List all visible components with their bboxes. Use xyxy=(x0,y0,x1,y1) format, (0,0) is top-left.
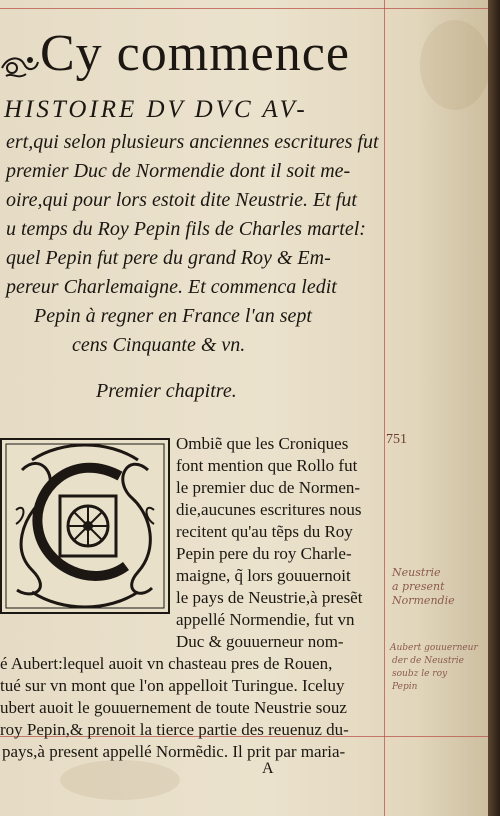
body-line: maigne, q̃ lors gouuernoit xyxy=(176,566,351,585)
body-line: appellé Normendie, fut vn xyxy=(176,610,355,629)
body-line: ubert auoit le gouuernement de toute Neustrie souz xyxy=(0,698,347,717)
body-line: le premier duc de Normen- xyxy=(176,478,361,497)
body-line: é Aubert:lequel auoit vn chasteau pres de Rouen, xyxy=(0,654,333,673)
margin-note-line: Neustrie xyxy=(392,566,441,579)
flourish-ornament-icon xyxy=(0,46,40,84)
intro-line: premier Duc de Normendie dont il soit me- xyxy=(6,160,351,182)
body-line: die,aucunes escritures nous xyxy=(176,500,362,519)
body-line: roy Pepin,& prenoit la tierce partie des reuenuz du- xyxy=(0,720,349,739)
body-line: pays,à present appellé Normẽdic. Il prit par maria- xyxy=(2,742,346,761)
margin-rule-top xyxy=(0,8,488,9)
body-line: font mention que Rollo fut xyxy=(176,456,358,475)
margin-note-line: der de Neustrie xyxy=(392,656,464,666)
subtitle: HISTOIRE DV DVC AV- xyxy=(4,96,308,123)
intro-line: Pepin à regner en France l'an sept xyxy=(34,305,312,327)
body-line: Duc & gouuerneur nom- xyxy=(176,632,344,651)
body-line: Ombiẽ que les Croniques xyxy=(176,434,349,453)
intro-line: ert,qui selon plusieurs anciennes escritures fut xyxy=(6,131,379,153)
paper-stain xyxy=(420,20,488,110)
page-title: Cy commence xyxy=(40,25,350,82)
book-gutter xyxy=(488,0,500,816)
paper-stain xyxy=(60,760,180,800)
body-line: recitent qu'au tẽps du Roy xyxy=(176,522,353,541)
margin-number: 751 xyxy=(386,432,407,447)
body-line: Pepin pere du roy Charle- xyxy=(176,544,352,563)
margin-rule-vertical xyxy=(384,0,385,816)
margin-note-line: Normendie xyxy=(392,594,455,607)
decorated-initial-c xyxy=(0,438,170,614)
margin-note-line: Aubert gouuerneur xyxy=(390,643,478,653)
intro-line: cens Cinquante & vn. xyxy=(72,334,246,356)
intro-line: quel Pepin fut pere du grand Roy & Em- xyxy=(6,247,331,269)
signature-mark: A xyxy=(262,760,274,777)
ornate-initial-icon xyxy=(2,440,168,612)
intro-line: oire,qui pour lors estoit dite Neustrie. Et fut xyxy=(6,189,357,211)
intro-line: pereur Charlemaigne. Et commenca ledit xyxy=(6,276,337,298)
margin-note-line: soubz le roy xyxy=(392,669,448,679)
margin-note-line: Pepin xyxy=(392,682,418,692)
body-line: le pays de Neustrie,à presẽt xyxy=(176,588,363,607)
intro-line: u temps du Roy Pepin fils de Charles martel: xyxy=(6,218,366,240)
margin-note-line: a present xyxy=(392,580,445,593)
body-line: tué sur vn mont que l'on appelloit Turingue. Iceluy xyxy=(0,676,345,695)
chapter-heading: Premier chapitre. xyxy=(96,380,237,402)
